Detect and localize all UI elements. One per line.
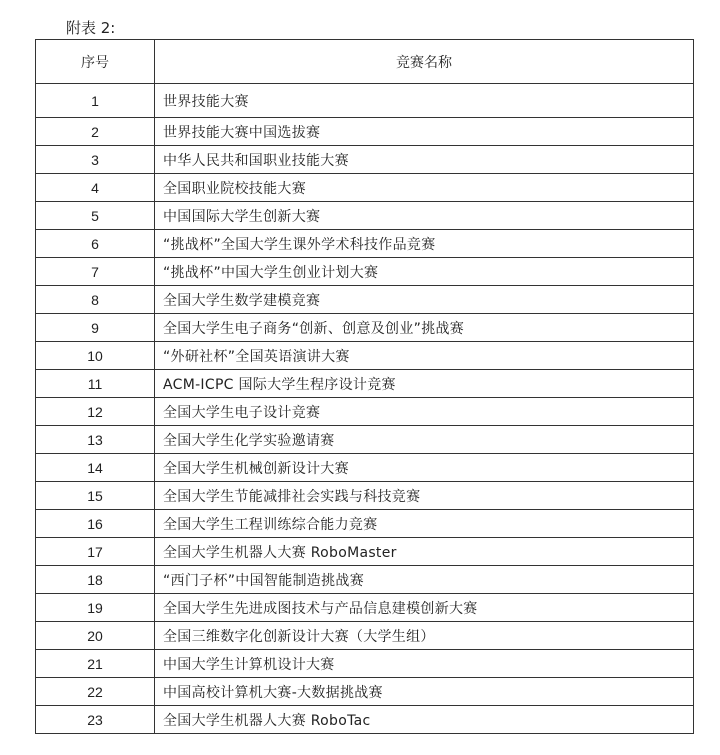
serial-number-cell: 19: [36, 594, 155, 622]
serial-number-cell: 6: [36, 230, 155, 258]
table-row: [36, 706, 694, 734]
competition-name-cell: 全国三维数字化创新设计大赛（大学生组）: [155, 622, 694, 650]
table-row: [36, 426, 694, 454]
serial-number-cell: 1: [36, 84, 155, 118]
serial-number-cell: 2: [36, 118, 155, 146]
header-serial-number: 序号: [36, 40, 155, 84]
table-row: [36, 84, 694, 118]
serial-number-cell: 8: [36, 286, 155, 314]
serial-number-cell: 11: [36, 370, 155, 398]
serial-number-cell: 14: [36, 454, 155, 482]
table-row: [36, 202, 694, 230]
serial-number-cell: 23: [36, 706, 155, 734]
serial-number-cell: 3: [36, 146, 155, 174]
competition-name-cell: 全国大学生数学建模竞赛: [155, 286, 694, 314]
table-row: [36, 342, 694, 370]
competition-name-cell: 全国大学生机械创新设计大赛: [155, 454, 694, 482]
competition-name-cell: “挑战杯”中国大学生创业计划大赛: [155, 258, 694, 286]
table-row: [36, 146, 694, 174]
competition-name-cell: 中国大学生计算机设计大赛: [155, 650, 694, 678]
competition-name-cell: “西门子杯”中国智能制造挑战赛: [155, 566, 694, 594]
competition-name-cell: 全国大学生电子设计竞赛: [155, 398, 694, 426]
serial-number-cell: 20: [36, 622, 155, 650]
competition-name-cell: 全国大学生工程训练综合能力竞赛: [155, 510, 694, 538]
competition-name-cell: 中华人民共和国职业技能大赛: [155, 146, 694, 174]
table-row: [36, 566, 694, 594]
serial-number-cell: 9: [36, 314, 155, 342]
serial-number-cell: 17: [36, 538, 155, 566]
competition-name-cell: 全国大学生机器人大赛 RoboTac: [155, 706, 694, 734]
table-row: [36, 622, 694, 650]
serial-number-cell: 21: [36, 650, 155, 678]
table-row: [36, 538, 694, 566]
competition-name-cell: 中国国际大学生创新大赛: [155, 202, 694, 230]
table-row: [36, 258, 694, 286]
competition-name-cell: 全国职业院校技能大赛: [155, 174, 694, 202]
serial-number-cell: 13: [36, 426, 155, 454]
table-row: [36, 398, 694, 426]
serial-number-cell: 22: [36, 678, 155, 706]
competition-name-cell: 世界技能大赛: [155, 84, 694, 118]
competition-name-cell: ACM-ICPC 国际大学生程序设计竞赛: [155, 370, 694, 398]
serial-number-cell: 16: [36, 510, 155, 538]
competition-name-cell: 全国大学生机器人大赛 RoboMaster: [155, 538, 694, 566]
header-competition-name: 竞赛名称: [155, 40, 694, 84]
table-row: [36, 230, 694, 258]
table-row: [36, 678, 694, 706]
competition-name-cell: 全国大学生化学实验邀请赛: [155, 426, 694, 454]
serial-number-cell: 4: [36, 174, 155, 202]
table-row: [36, 118, 694, 146]
table-header-row: [36, 40, 694, 84]
competition-name-cell: “挑战杯”全国大学生课外学术科技作品竞赛: [155, 230, 694, 258]
competition-name-cell: 全国大学生节能减排社会实践与科技竞赛: [155, 482, 694, 510]
table-body: [36, 84, 694, 734]
serial-number-cell: 10: [36, 342, 155, 370]
competition-name-cell: “外研社杯”全国英语演讲大赛: [155, 342, 694, 370]
competition-name-cell: 世界技能大赛中国选拔赛: [155, 118, 694, 146]
competition-name-cell: 全国大学生电子商务“创新、创意及创业”挑战赛: [155, 314, 694, 342]
table-row: [36, 594, 694, 622]
table-row: [36, 370, 694, 398]
table-row: [36, 286, 694, 314]
table-row: [36, 482, 694, 510]
table-caption: 附表 2:: [66, 19, 116, 37]
serial-number-cell: 7: [36, 258, 155, 286]
table-row: [36, 454, 694, 482]
table-row: [36, 314, 694, 342]
table-row: [36, 510, 694, 538]
competition-name-cell: 全国大学生先进成图技术与产品信息建模创新大赛: [155, 594, 694, 622]
competition-name-cell: 中国高校计算机大赛-大数据挑战赛: [155, 678, 694, 706]
table-row: [36, 174, 694, 202]
competition-table: [35, 39, 694, 734]
serial-number-cell: 5: [36, 202, 155, 230]
serial-number-cell: 12: [36, 398, 155, 426]
serial-number-cell: 15: [36, 482, 155, 510]
serial-number-cell: 18: [36, 566, 155, 594]
table-row: [36, 650, 694, 678]
